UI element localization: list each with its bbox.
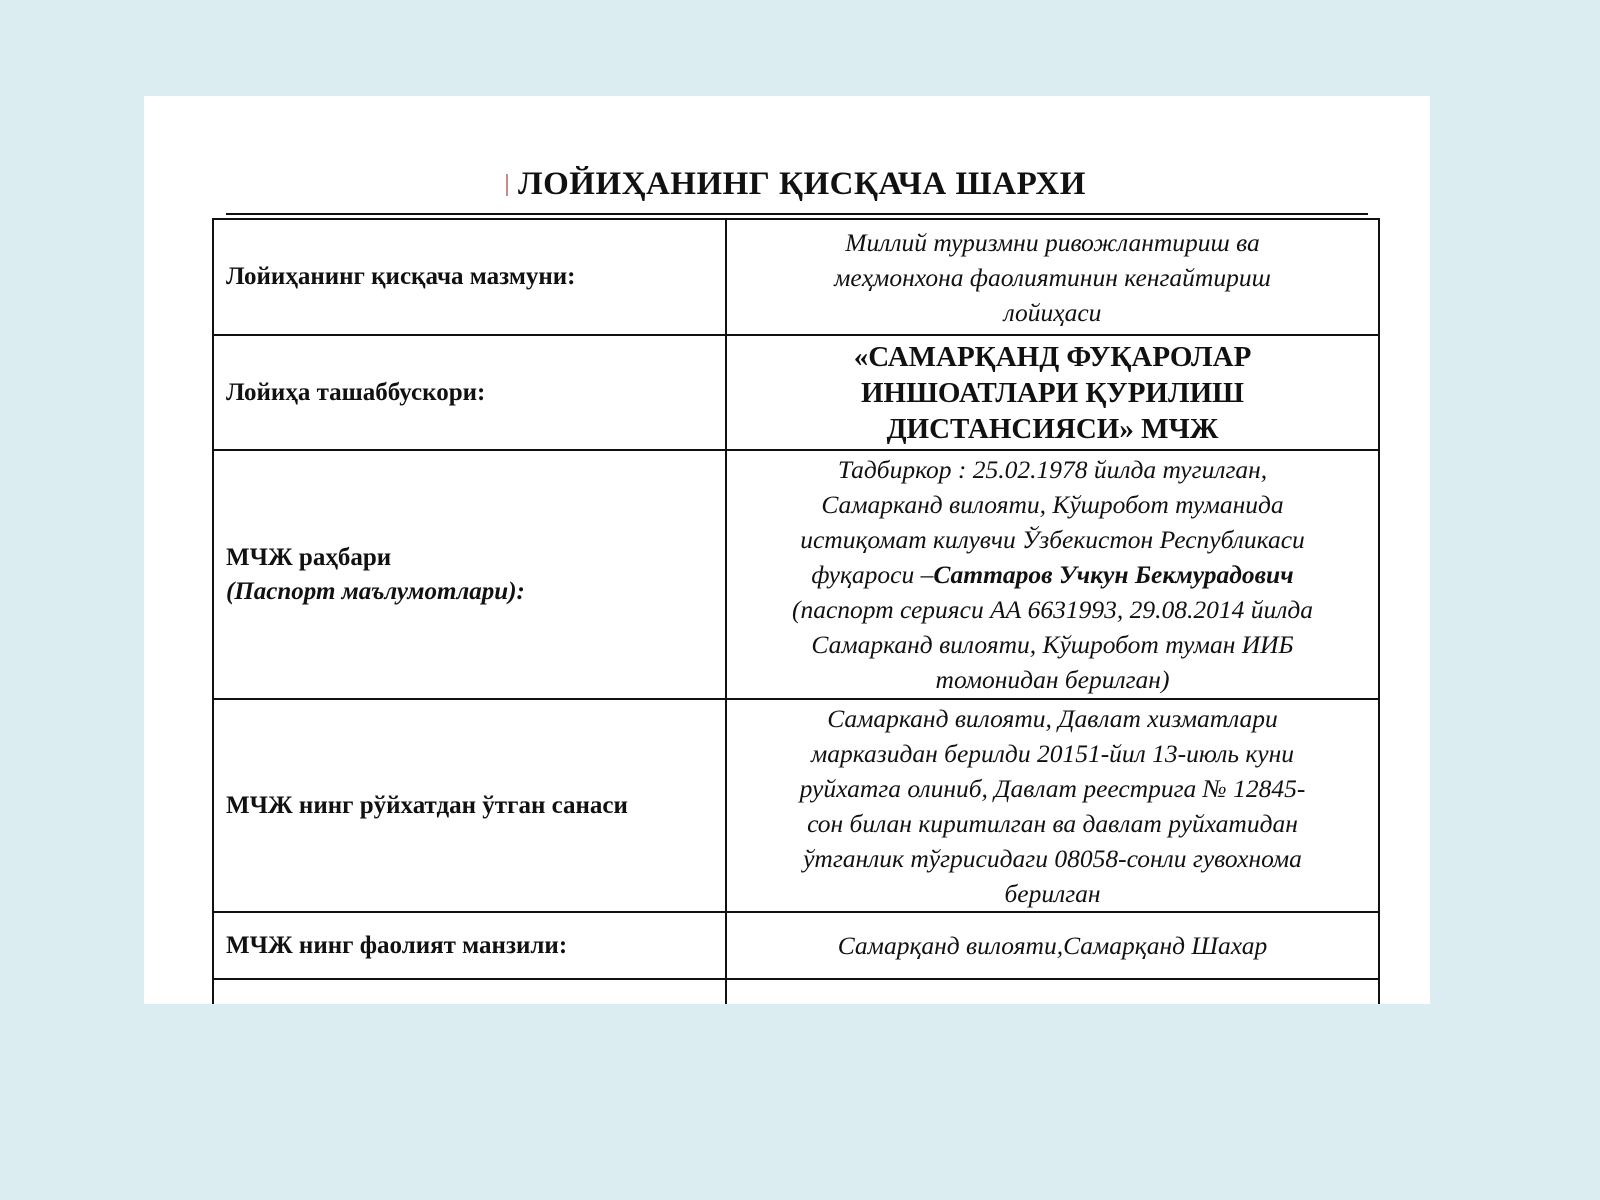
value-line: истиқомат килувчи Ўзбекистон Республикаси <box>800 525 1305 554</box>
value-line: меҳмонхона фаолиятинин кенгайтириш <box>834 262 1271 292</box>
row-value <box>726 335 1379 450</box>
label-subtext: (Паспорт маълумотлари): <box>226 577 525 605</box>
row-label <box>213 450 726 699</box>
document-page <box>144 96 1430 1004</box>
row-label-empty <box>213 979 726 1004</box>
value-line: ДИСТАНСИЯСИ» МЧЖ <box>886 412 1219 445</box>
value-line: лойиҳаси <box>1003 297 1102 327</box>
value-line: Самарканд вилояти, Кўшробот туманида <box>821 490 1284 519</box>
row-label <box>213 699 726 912</box>
label-text: МЧЖ нинг рўйхатдан ўтган санаси <box>226 791 628 819</box>
row-value <box>726 912 1379 979</box>
table-row <box>213 335 1379 450</box>
value-line <box>737 557 1368 592</box>
row-value-empty <box>726 979 1379 1004</box>
row-label <box>213 912 726 979</box>
value-line: Самарканд вилояти, Кўшробот туман ИИБ <box>811 630 1294 659</box>
row-value <box>726 450 1379 699</box>
table-row-empty <box>213 979 1379 1004</box>
label-text: Лойиҳа ташаббускори: <box>226 378 486 406</box>
value-line: ўтганлик тўгрисидаги 08058-сонли гувохнома <box>803 843 1302 873</box>
project-summary-table <box>212 218 1380 1004</box>
table-row <box>213 219 1379 335</box>
citizen-prefix: фуқароси – <box>811 560 934 589</box>
row-value <box>726 219 1379 335</box>
director-name: Саттаров Учкун Бекмурадович <box>933 560 1294 589</box>
value-line: томонидан берилган) <box>935 665 1170 694</box>
label-text: МЧЖ нинг фаолият манзили: <box>226 931 568 959</box>
value-line: марказидан берилди 20151-йил 13-июль куни <box>810 738 1295 768</box>
title-container <box>224 166 1368 203</box>
value-line: ИНШОАТЛАРИ ҚУРИЛИШ <box>860 376 1245 409</box>
value-line: (паспорт серияси АА 6631993, 29.08.2014 йилда <box>791 595 1314 624</box>
document-title: ЛОЙИҲАНИНГ ҚИСҚАЧА ШАРХИ <box>518 166 1086 202</box>
value-line: берилган <box>1004 878 1101 908</box>
table-row <box>213 450 1379 699</box>
title-underline <box>226 213 1368 215</box>
text-cursor-mark <box>506 174 508 196</box>
value-line: Самарқанд вилояти,Самарқанд Шахар <box>837 931 1268 960</box>
row-label <box>213 335 726 450</box>
row-value <box>726 699 1379 912</box>
label-text: Лойиҳанинг қисқача мазмуни: <box>226 263 576 290</box>
table-row <box>213 699 1379 912</box>
value-line: «САМАРҚАНД ФУҚАРОЛАР <box>853 340 1252 373</box>
value-line: Миллий туризмни ривожлантириш ва <box>845 227 1260 257</box>
label-text: МЧЖ раҳбари <box>226 543 392 571</box>
value-line: Самарканд вилояти, Давлат хизматлари <box>827 703 1278 733</box>
value-line: сон билан киритилган ва давлат руйхатидан <box>807 808 1298 838</box>
value-line: Тадбиркор : 25.02.1978 йилда тугилган, <box>837 455 1268 484</box>
table-row <box>213 912 1379 979</box>
value-line: руйхатга олиниб, Давлат реестрига № 12845- <box>799 773 1306 803</box>
row-label <box>213 219 726 335</box>
